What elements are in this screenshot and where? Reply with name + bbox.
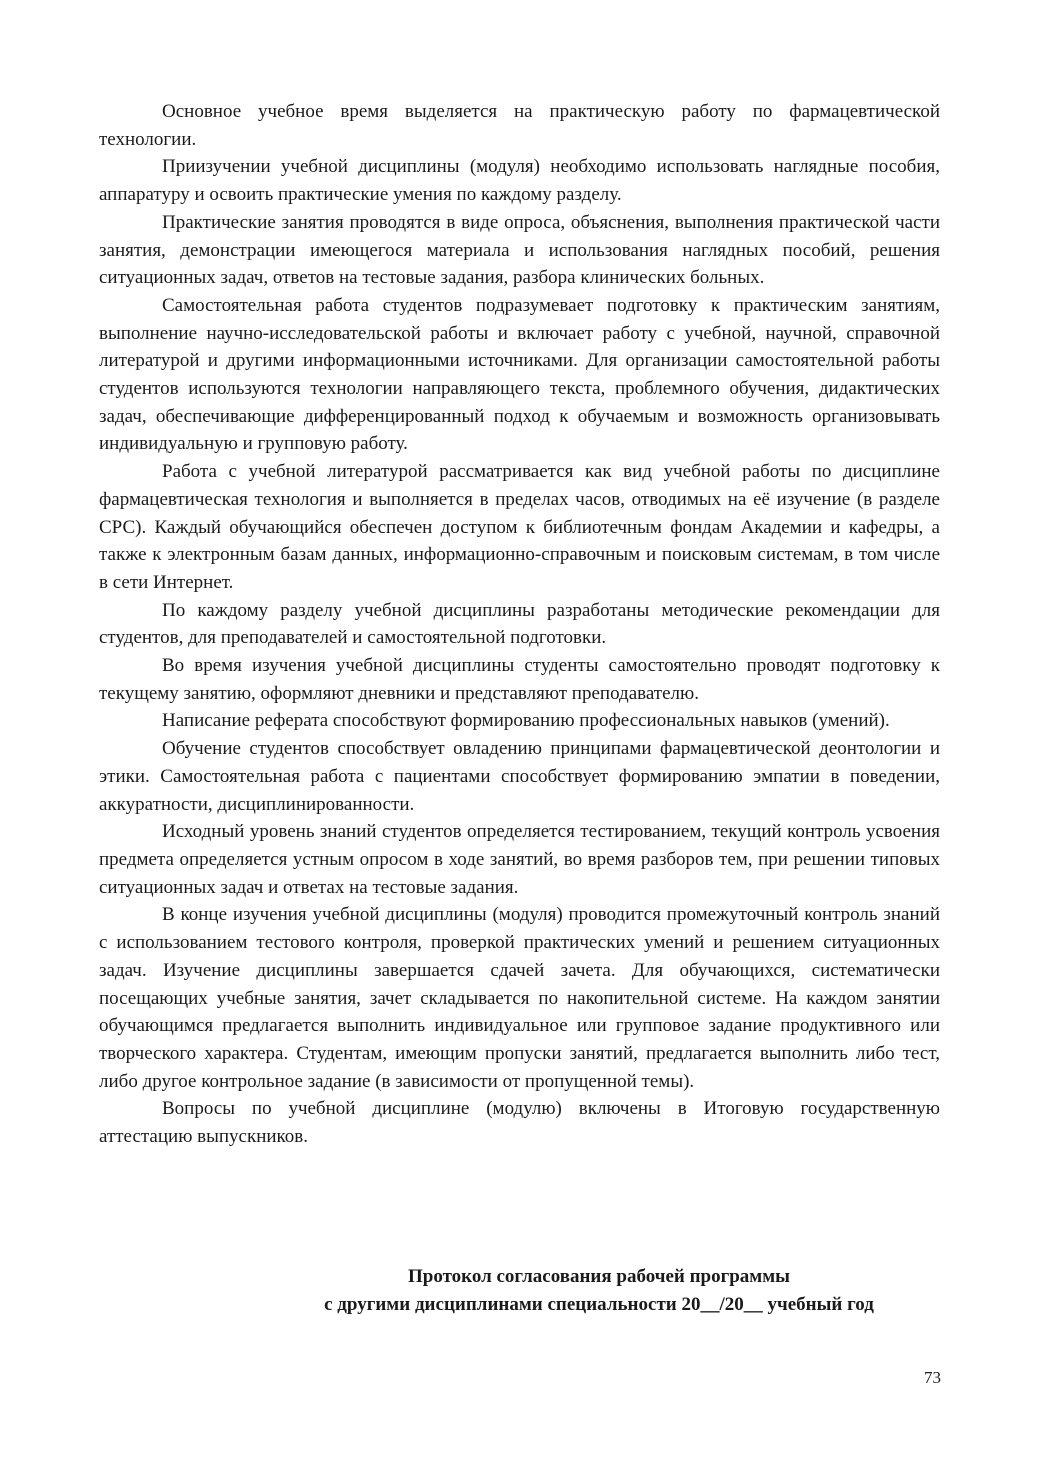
paragraph: Исходный уровень знаний студентов определяется тестированием, текущий контроль усвоения предмета определяется устным опросом в ходе занятий, во время разборов тем, при решении типовых ситуационных задач и ответах на тестовые задания. — [99, 821, 940, 898]
paragraph: По каждому разделу учебной дисциплины разработаны методические рекомендации для студентов, для преподавателей и самостоятельной подготовки. — [99, 599, 940, 649]
heading-line-1: Протокол согласования рабочей программы — [407, 1266, 791, 1287]
paragraph: Во время изучения учебной дисциплины студенты самостоятельно проводят подготовку к текущему занятию, оформляют дневники и представляют преподавателю. — [99, 655, 940, 704]
heading-line-2: с другими дисциплинами специальности 20__/20__ учебный год — [324, 1294, 874, 1315]
paragraph: Написание реферата способствуют формированию профессиональных навыков (умений). — [162, 710, 890, 732]
paragraph: Обучение студентов способствует овладению принципами фармацевтической деонтологии и этики. Самостоятельная работа с пациентами способствует формированию эмпатии в поведении, аккуратности, дисциплинированности. — [99, 738, 940, 815]
section-heading — [99, 1263, 1039, 1319]
paragraph: Самостоятельная работа студентов подразумевает подготовку к практическим занятиям, выполнение научно-исследовательской работы и включает работу с учебной, научной, справочной литературой и другими информационными источниками. Для организации самостоятельной работы студентов используются технологии направляющего текста, проблемного обучения, дидактических задач, обеспечивающие дифференцированный подход к обучаемым и возможность организовывать индивидуальную и групповую работу. — [99, 294, 940, 455]
paragraph: Работа с учебной литературой рассматривается как вид учебной работы по дисциплине фармацевтическая технология и выполняется в пределах часов, отводимых на её изучение (в разделе СРС). Каждый обучающийся обеспечен доступом к библиотечным фондам Академии и кафедры, а также к электронным базам данных, информационно-справочным и поисковым системам, в том числе в сети Интернет. — [99, 461, 940, 593]
paragraph: Практические занятия проводятся в виде опроса, объяснения, выполнения практической части занятия, демонстрации имеющегося материала и использования наглядных пособий, решения ситуационных задач, ответов на тестовые задания, разбора клинических больных. — [99, 211, 940, 289]
paragraph: Основное учебное время выделяется на практическую работу по фармацевтической технологии. — [99, 101, 940, 150]
paragraph: В конце изучения учебной дисциплины (модуля) проводится промежуточный контроль знаний с использованием тестового контроля, проверкой практических умений и решением ситуационных задач. Изучение дисциплины завершается сдачей зачета. Для обучающихся, систематически посещающих учебные занятия, зачет складывается по накопительной системе. На каждом занятии обучающимся предлагается выполнить индивидуальное или групповое задание продуктивного или творческого характера. Студентам, имеющим пропуски занятий, предлагается выполнить либо тест, либо другое контрольное задание (в зависимости от пропущенной темы). — [99, 904, 940, 1092]
page-number: 73 — [924, 1368, 941, 1387]
paragraph: Вопросы по учебной дисциплине (модулю) включены в Итоговую государственную аттестацию выпускников. — [99, 1098, 940, 1148]
paragraph: Приизучении учебной дисциплины (модуля) необходимо использовать наглядные пособия, аппаратуру и освоить практические умения по каждому разделу. — [99, 156, 940, 206]
body-text — [99, 98, 940, 1151]
